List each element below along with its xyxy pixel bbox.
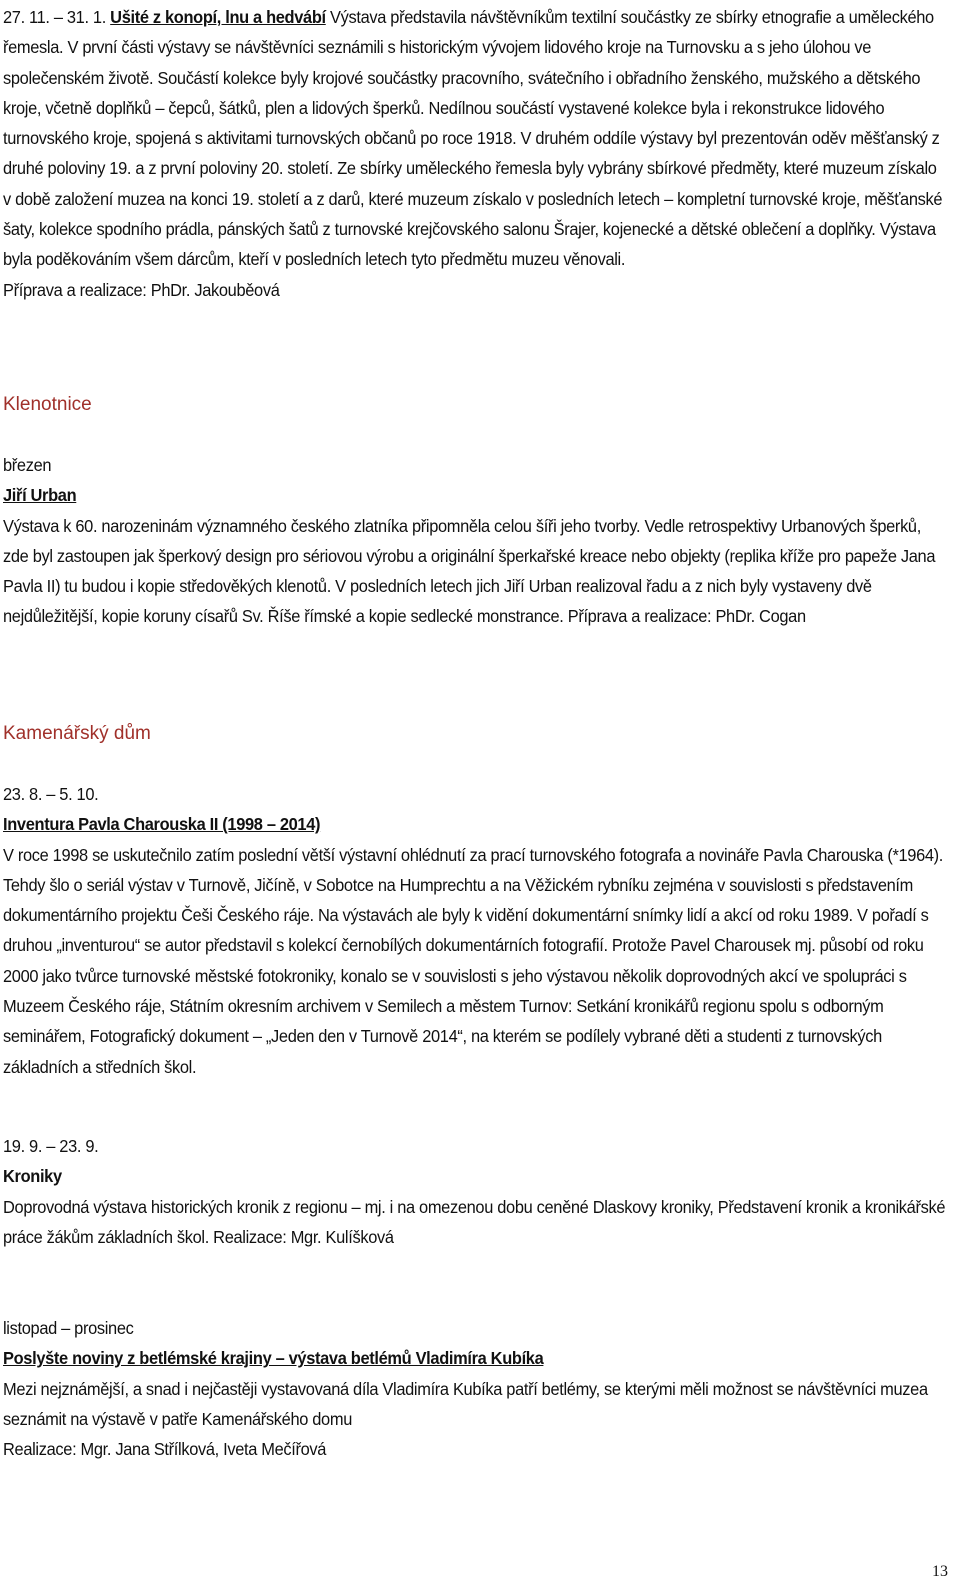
page-number: 13 — [932, 1563, 948, 1580]
exhibit-5-date: listopad – prosinec — [3, 1318, 134, 1338]
exhibit-4-title: Kroniky — [3, 1166, 62, 1187]
exhibit-1-date: 27. 11. – 31. 1. — [3, 7, 106, 27]
exhibit-1-credit: Příprava a realizace: PhDr. Jakouběová — [3, 279, 280, 300]
exhibit-5-paragraph — [3, 1313, 947, 1464]
exhibit-2-text: Výstava k 60. narozeninám významného českého zlatníka připomněla celou šíři jeho tvorby. Vedle retrospektivy Urbanových šperků, zde byl zastoupen jak šperkový design pro sériovou výrobu a originální šperkařské kreace nebo objekty (replika kříže pro papeže Jana Pavla II) tu budou i kopie středověkých klenotů. V posledních letech jich Jiří Urban realizoval řadu a z nich byly vystaveny dvě nejdůležitější, kopie koruny císařů Sv. Říše římské a kopie sedlecké monstrance. Příprava a realizace: PhDr. Cogan — [3, 515, 936, 627]
exhibit-3-date: 23. 8. – 5. 10. — [3, 784, 99, 804]
exhibit-1-paragraph — [3, 2, 947, 305]
exhibit-5-title: Poslyšte noviny z betlémské krajiny – výstava betlémů Vladimíra Kubíka — [3, 1348, 544, 1369]
exhibit-3-title: Inventura Pavla Charouska II (1998 – 2014) — [3, 814, 321, 835]
exhibit-4-date: 19. 9. – 23. 9. — [3, 1136, 99, 1156]
exhibit-4-text: Doprovodná výstava historických kronik z regionu – mj. i na omezenou dobu ceněné Dlaskovy kroniky, Představení kronik a kronikářské práce žákům základních škol. Realizace: Mgr. Kulíšková — [3, 1196, 946, 1247]
exhibit-5-text: Mezi nejznámější, a snad i nejčastěji vystavovaná díla Vladimíra Kubíka patří betlémy, se kterými měli možnost se návštěvníci muzea seznámit na výstavě v patře Kamenářského domu — [3, 1378, 928, 1429]
section-heading-kamenarsky-dum: Kamenářský dům — [3, 723, 151, 744]
exhibit-2-title: Jiří Urban — [3, 485, 77, 506]
exhibit-1-title: Ušité z konopí, lnu a hedvábí — [110, 7, 326, 27]
section-heading-klenotnice: Klenotnice — [3, 394, 92, 415]
exhibit-1-text-intro: Výstava představila návštěvníkům textilní součástky ze sbírky etnografie a uměleckého řemesla. V první části výstavy se návštěvníci seznámili s historickým vývojem lidového kroje na Turnovsku a s jeho úlohou ve společenském životě. — [3, 7, 934, 88]
exhibit-2-date: březen — [3, 455, 52, 475]
exhibit-3-paragraph — [3, 779, 947, 1082]
exhibit-2-paragraph — [3, 450, 947, 632]
exhibit-5-credit: Realizace: Mgr. Jana Střílková, Iveta Mečířová — [3, 1439, 327, 1460]
exhibit-3-text: V roce 1998 se uskutečnilo zatím poslední větší výstavní ohlédnutí za prací turnovského fotografa a novináře Pavla Charouska (*1964). Tehdy šlo o seriál výstav v Turnově, Jičíně, v Sobotce na Humprechtu a na Věžickém rybníku zejména v souvislosti s představením dokumentárního projektu Češi Českého ráje. Na výstavách ale byly k vidění dokumentární snímky lidí a akcí od roku 1989. V pořadí s druhou „inventurou“ se autor představil s kolekcí černobílých dokumentárních fotografií. Protože Pavel Charousek mj. působí od roku 2000 jako tvůrce turnovské městské fotokroniky, konalo se v souvislosti s jeho výstavou několik doprovodných akcí ve spolupráci s Muzeem Českého ráje, Státním okresním archivem v Semilech a městem Turnov: Setkání kronikářů regionu spolu s odborným seminářem, Fotografický dokument – „Jeden den v Turnově 2014“, na kterém se podílely vybrané děti a studenti z turnovských základních a středních škol. — [3, 844, 944, 1077]
exhibit-1-text-body: Součástí kolekce byly krojové součástky pracovního, svátečního i obřadního ženského, mužského a dětského kroje, včetně doplňků – čepců, šátků, plen a lidových šperků. Nedílnou součástí vystavené kolekce byla i rekonstrukce lidového turnovského kroje, spojená s aktivitami turnovských občanů po roce 1918. V druhém oddíle výstavy byl prezentován oděv měšťanský z druhé poloviny 19. a z první poloviny 20. století. Ze sbírky uměleckého řemesla byly vybrány sbírkové předměty, které muzeum získalo v době založení muzea na konci 19. století a z darů, které muzeum získalo v posledních letech – kompletní turnovské kroje, měšťanské šaty, kolekce spodního prádla, pánských šatů z turnovské krejčovského salonu Šrajer, kojenecké a dětské oblečení a doplňky. Výstava byla poděkováním všem dárcům, kteří v posledních letech tyto předmětu muzeu věnovali. — [3, 67, 943, 270]
exhibit-4-paragraph — [3, 1131, 947, 1252]
